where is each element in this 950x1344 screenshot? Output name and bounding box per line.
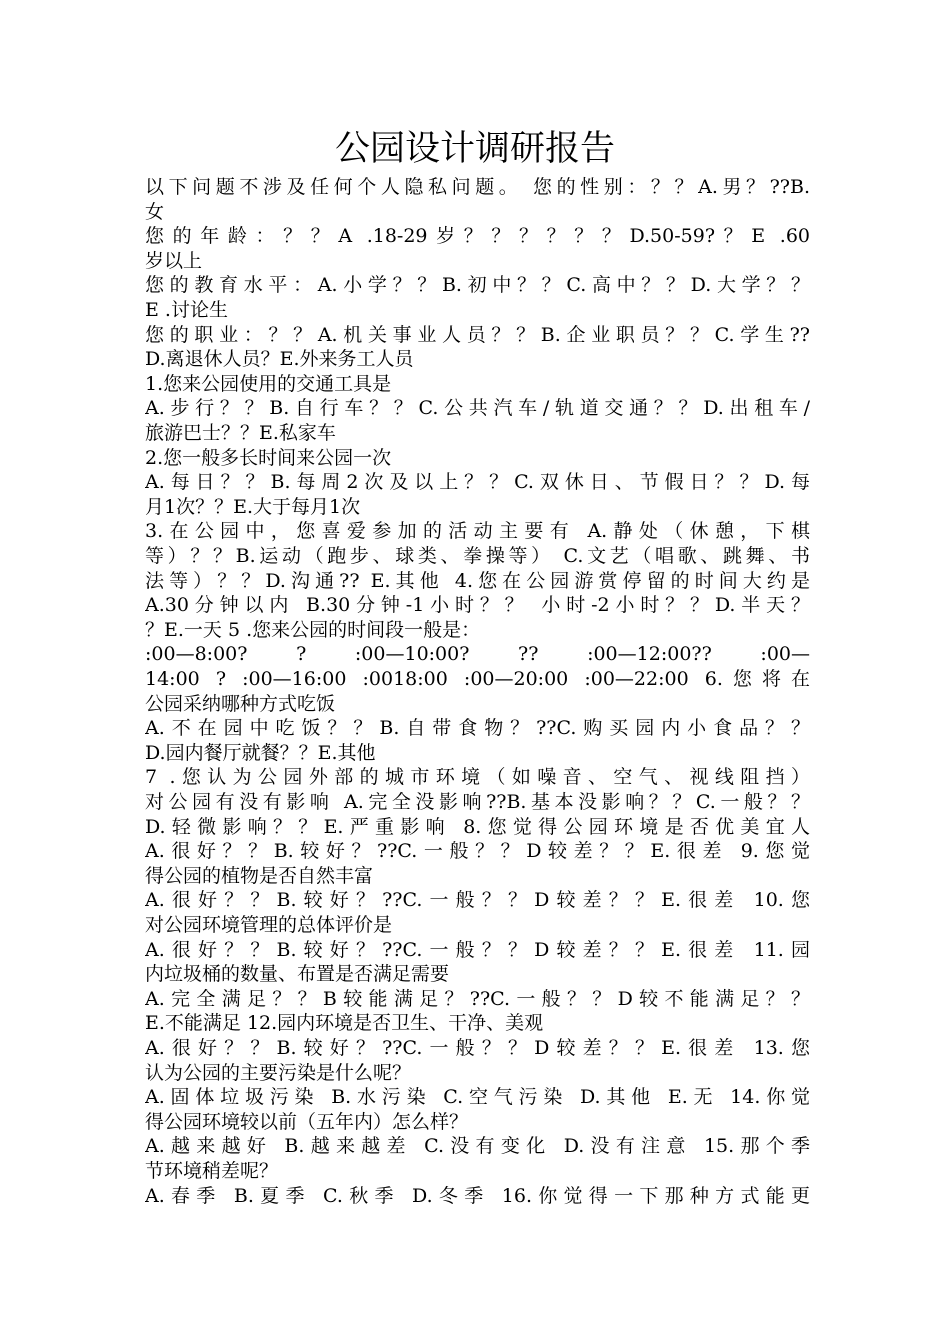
text-line: 对公园有没有影响 A.完全没影响??B.基本没影响？？C.一般？？ (145, 791, 810, 813)
text-line: :00—8:00? ? :00—10:00? ?? :00—12:00?? :00— (145, 643, 810, 666)
text-line: 内垃圾桶的数量、布置是否满足需要 (145, 963, 450, 986)
text-line: 月1次？？E.大于每月1次 (145, 495, 361, 518)
text-line: 7 .您认为公园外部的城市环境（如噪音、空气、视线阻挡） (145, 766, 810, 789)
text-line: D.园内餐厅就餐？？E.其他 (145, 741, 376, 764)
text-line: 您的年龄：？？A .18-29岁？？？？？？D.50-59?？E .60 (145, 225, 810, 248)
text-line: 1.您来公园使用的交通工具是 (145, 372, 392, 395)
page-title: 公园设计调研报告 (334, 129, 615, 169)
text-line: ？E.一天 5 .您来公园的时间段一般是： (145, 618, 481, 641)
text-line: 3.在公园中，您喜爱参加的活动主要有 A.静处（休憩，下棋 (145, 520, 810, 543)
text-line: A.每日？？B.每周2次及以上？？C.双休日、节假日？？D.每 (145, 471, 810, 494)
text-line: 得公园的植物是否自然丰富 (145, 864, 374, 887)
text-line: 女 (145, 200, 165, 223)
text-line: 法等）？？D.沟通?? E.其他 4.您在公园游赏停留的时间大约是 (145, 569, 810, 592)
text-line: A.固体垃圾污染 B.水污染 C.空气污染 D.其他 E.无 14.你觉 (145, 1086, 810, 1109)
text-line: 对公园环境管理的总体评价是 (145, 914, 393, 936)
text-line: 认为公园的主要污染是什么呢？ (145, 1061, 412, 1084)
text-line: A.很好？？B.较好？??C.一般？？D较差？？E.很差 9.您觉 (145, 840, 810, 863)
text-line: A.30分钟以内 B.30分钟-1小时？？ 小时-2小时？？D.半天？ (145, 594, 810, 617)
text-line: A.步行？？B.自行车？？C.公共汽车/轨道交通？？D.出租车/ (145, 397, 810, 420)
text-line: E.不能满足 12.园内环境是否卫生、干净、美观 (145, 1012, 544, 1035)
text-line: 2.您一般多长时间来公园一次 (145, 446, 392, 469)
text-line: 您的教育水平：A.小学？？B.初中？？C.高中？？D.大学？？ (145, 274, 810, 297)
text-line: A.不在园中吃饭？？B.自带食物？??C.购买园内小食品？？ (145, 717, 810, 740)
text-line: A.完全满足？？B较能满足？??C.一般？？D较不能满足？？ (145, 987, 810, 1010)
text-line: A.春季 B.夏季 C.秋季 D.冬季 16.你觉得一下那种方式能更 (145, 1184, 810, 1207)
text-line: 岁以上 (145, 249, 203, 272)
text-line: 节环境稍差呢？ (145, 1160, 279, 1182)
text-line: D.离退休人员？E.外来务工人员 (145, 348, 414, 371)
text-line: 公园采纳哪种方式吃饭 (145, 692, 336, 715)
text-line: 您的职业：？？A.机关事业人员？？B.企业职员？？C.学生?? (145, 323, 810, 346)
text-line: 等）？？B.运动（跑步、球类、拳操等） C.文艺（唱歌、跳舞、书 (145, 545, 810, 567)
text-line: A.很好？？B.较好？??C.一般？？D较差？？E.很差 10.您 (145, 889, 810, 912)
text-line: 旅游巴士？？E.私家车 (145, 422, 336, 444)
text-line: 14:00 ? :00—16:00 :0018:00 :00—20:00 :00—22:00 6.您将在 (145, 668, 810, 690)
text-line: E .讨论生 (145, 299, 228, 321)
text-line: 以下问题不涉及任何个人隐私问题。 您的性别：？？A.男？??B. (145, 176, 810, 198)
text-line: A.越来越好 B.越来越差 C.没有变化 D.没有注意 15.那个季 (145, 1135, 810, 1158)
text-line: 得公园环境较以前（五年内）怎么样？ (145, 1110, 469, 1133)
text-line: A.很好？？B.较好？??C.一般？？D较差？？E.很差 13.您 (145, 1037, 810, 1059)
text-line: A.很好？？B.较好？??C.一般？？D较差？？E.很差 11.园 (145, 938, 810, 961)
text-line: D.轻微影响？？E.严重影响 8.您觉得公园环境是否优美宜人 (145, 815, 810, 838)
